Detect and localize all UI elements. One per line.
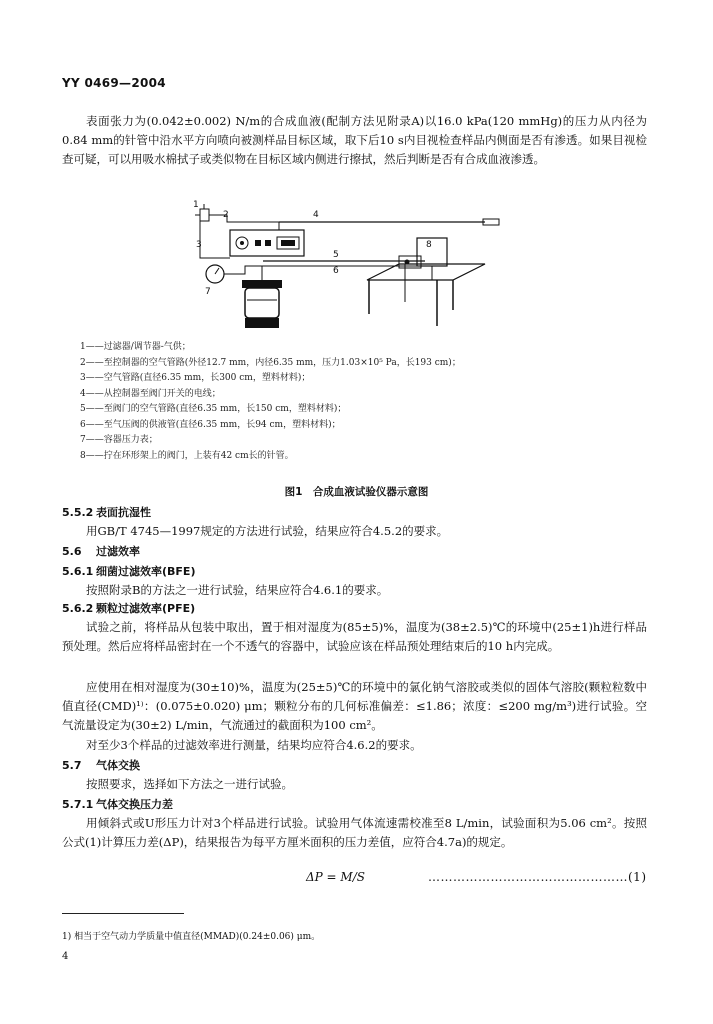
section-body-5-7: 按照要求，选择如下方法之一进行试验。 [86,777,293,791]
section-body-5-7-1: 用倾斜式或U形压力计对3个样品进行试验。试验用气体流速需校准至8 L/min，试验面积为5.06 cm²。按照公式(1)计算压力差(ΔP)，结果报告为每平方厘米面积的压力差值，应符合4.7a)的规定。 [62,816,647,849]
section-heading-5-7: 5.7 气体交换 [62,759,140,772]
ring-stand [367,238,485,326]
section-heading-5-5-2: 5.5.2 表面抗湿性 [62,506,151,519]
section-heading-5-6-1: 5.6.1 细菌过滤效率(BFE) [62,565,196,578]
legend-item: 8——拧在环形架上的阀门，上装有42 cm长的针管。 [80,450,294,461]
footnote-rule [62,913,184,914]
page-number: 4 [62,951,69,962]
intro-paragraph: 表面张力为(0.042±0.002) N/m的合成血液(配制方法见附录A)以16.0 kPa(120 mmHg)的压力从内径为0.84 mm的针管中沿水平方向喷向被测样品目标区域，取下后10 s内目视检查样品内侧面是否有渗透。如果目视检查可疑，可以用吸水棉拭子或类似物在目标区域内侧进行擦拭，然后判断是否有合成血液渗透。 [62,114,647,166]
formula-number: …………………………………………(1) [428,870,647,884]
air-line-3 [200,221,230,258]
air-line-2 [209,215,279,230]
section-body-5-6-2-p1: 试验之前，将样品从包装中取出，置于相对湿度为(85±5)%，温度为(38±2.5)℃的环境中(25±1)h进行样品预处理。然后应将样品密封在一个不透气的容器中，试验应该在样品预处理结束后的10 h内完成。 [62,620,647,653]
section-body-5-6-2-p3: 对至少3个样品的过滤效率进行测量，结果均应符合4.6.2的要求。 [86,738,422,752]
callout-4: 4 [313,210,319,220]
legend-item: 6——至气压阀的供液管(直径6.35 mm，长94 cm，塑料材料)； [80,419,341,430]
legend-item: 1——过滤器/调节器-气供； [80,342,191,352]
legend-item: 2——至控制器的空气管路(外径12.7 mm，内径6.35 mm，压力1.03×10⁵ Pa，长193 cm)； [80,357,461,368]
section-body-5-6-2-p2: 应使用在相对湿度为(30±10)%，温度为(25±5)℃的环境中的氯化钠气溶胶或类似的固体气溶胶(颗粒粒数中值直径(CMD)¹⁾：(0.075±0.020) μm；颗粒分布的几何标准偏差：≤1.86；浓度：≤200 mg/m³)进行试验。空气流量设定为(30±2) L/min，气流通过的截面积为100 cm²。 [62,680,647,732]
pressure-container [242,266,282,328]
callout-5: 5 [333,250,339,260]
callout-2: 2 [223,210,229,220]
callout-1: 1 [193,200,199,210]
section-heading-5-7-1: 5.7.1 气体交换压力差 [62,798,173,811]
section-heading-5-6-2: 5.6.2 颗粒过滤效率(PFE) [62,602,196,615]
legend-item: 3——空气管路(直径6.35 mm，长300 cm，塑料材料)； [80,373,311,383]
section-body-5-5-2: 用GB/T 4745—1997规定的方法进行试验，结果应符合4.5.2的要求。 [86,524,449,538]
figure-legend [80,340,640,464]
controller-box [230,230,304,256]
callout-8: 8 [426,240,432,250]
legend-item: 5——至阀门的空气管路(直径6.35 mm，长150 cm，塑料材料)； [80,404,347,414]
document-code: YY 0469—2004 [62,76,166,90]
apparatus-diagram [185,196,525,334]
legend-item: 4——从控制器至阀门开关的电线； [80,388,221,399]
legend-item: 7——容器压力表； [80,435,158,445]
section-body-5-6-1: 按照附录B的方法之一进行试验，结果应符合4.6.1的要求。 [86,583,389,597]
wire-end [483,219,499,225]
formula-expression: ΔP = M/S [306,870,365,884]
figure-caption: 图1 合成血液试验仪器示意图 [284,486,429,498]
callout-3: 3 [196,240,202,250]
footnote: 1) 相当于空气动力学质量中值直径(MMAD)(0.24±0.06) μm。 [62,932,321,942]
section-heading-5-6: 5.6 过滤效率 [62,545,140,558]
callout-7: 7 [205,287,211,297]
callout-6: 6 [333,266,339,276]
